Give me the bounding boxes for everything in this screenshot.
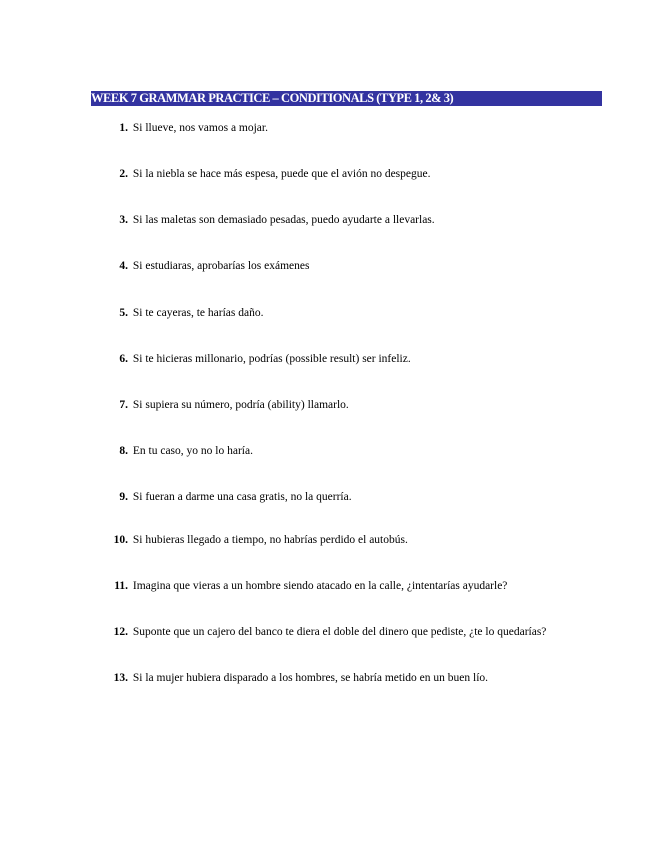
item-text: Suponte que un cajero del banco te diera el doble del dinero que pediste, ¿te lo quedarías? (132, 626, 547, 638)
list-item (100, 579, 507, 593)
item-text: Si la niebla se hace más espesa, puede que el avión no despegue. (132, 168, 431, 180)
item-number: 13 . (100, 671, 128, 685)
item-number: 9 . (100, 490, 128, 504)
item-number: 11 . (100, 579, 128, 593)
item-text: Si la mujer hubiera disparado a los hombres, se habría metido en un buen lío. (132, 672, 489, 684)
list-item (100, 213, 435, 227)
list-item (100, 306, 263, 320)
list-item (100, 352, 411, 366)
item-text: Si estudiaras, aprobarías los exámenes (132, 260, 310, 272)
list-item (100, 444, 253, 458)
item-text: Si llueve, nos vamos a mojar. (132, 122, 268, 134)
list-item (100, 625, 546, 639)
item-number: 2 . (100, 167, 128, 181)
item-number: 1 . (100, 121, 128, 135)
item-text: Imagina que vieras a un hombre siendo atacado en la calle, ¿intentarías ayudarle? (132, 580, 508, 592)
item-text: Si supiera su número, podría (ability) llamarlo. (132, 399, 349, 411)
item-text: Si te hicieras millonario, podrías (possible result) ser infeliz. (132, 353, 411, 365)
page-title: WEEK 7 GRAMMAR PRACTICE – CONDITIONALS (TYPE 1, 2& 3) (91, 91, 602, 106)
list-item (100, 490, 352, 504)
item-text: Si las maletas son demasiado pesadas, puedo ayudarte a llevarlas. (132, 214, 435, 226)
item-text: En tu caso, yo no lo haría. (132, 445, 253, 457)
item-text: Si hubieras llegado a tiempo, no habrías perdido el autobús. (132, 534, 408, 546)
item-text: Si te cayeras, te harías daño. (132, 307, 264, 319)
item-number: 12 . (100, 625, 128, 639)
list-item (100, 671, 488, 685)
list-item (100, 398, 349, 412)
item-number: 3 . (100, 213, 128, 227)
item-number: 6 . (100, 352, 128, 366)
item-number: 10 . (100, 533, 128, 547)
list-item (100, 259, 309, 273)
list-item (100, 121, 268, 135)
item-number: 8 . (100, 444, 128, 458)
list-item (100, 533, 408, 547)
item-text: Si fueran a darme una casa gratis, no la querría. (132, 491, 352, 503)
item-number: 4 . (100, 259, 128, 273)
item-number: 5 . (100, 306, 128, 320)
item-number: 7 . (100, 398, 128, 412)
list-item (100, 167, 431, 181)
